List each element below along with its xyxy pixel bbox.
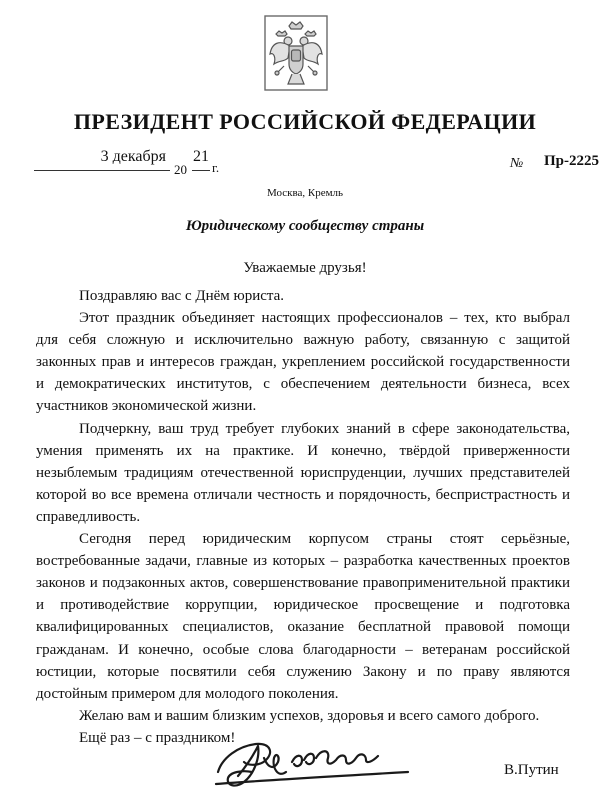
place-of-issue: Москва, Кремль: [266, 187, 344, 199]
year-mark: г.: [212, 160, 220, 175]
paragraph: Подчеркну, ваш труд требует глубоких знаний в сфере законодательства, умения применять их на практике. И конечно, твёрдой приверженности незыблемым традициям отечественной юриспруденции, лучших представителей которой во все времена отличали честность и порядочность, беспристрастность и справедливость.: [36, 420, 570, 525]
number-sign: №: [510, 156, 524, 171]
greeting: Уважаемые друзья!: [243, 260, 367, 276]
paragraph: Сегодня перед юридическим корпусом страны стоят серьёзные, востребованные задачи, главные из которых – разработка качественных проектов законов и подзаконных актов, совершенствование правоприменительной практики и противодействие коррупции, юридическое просвещение и подготовка квалифицированных специалистов, оказание бесплатной правовой помощи гражданам. И конечно, особые слова благодарности – ветеранам российской юстиции, которые посвятили себя служению Закону и по праву являются достойным примером для молодого поколения.: [36, 531, 570, 702]
signer-name: В.Путин: [504, 762, 559, 778]
handwritten-signature: [208, 728, 424, 790]
letter-body: [36, 285, 570, 749]
coat-of-arms-icon: [262, 14, 330, 92]
paragraph: Ещё раз – с праздником!: [79, 729, 236, 746]
paragraph: Поздравляю вас с Днём юриста.: [79, 288, 285, 304]
date-day-month: 3 декабря: [34, 148, 170, 171]
year-suffix: 21: [192, 148, 210, 171]
paragraph: Желаю вам и вашим близким успехов, здоровья и всего самого доброго.: [79, 707, 540, 724]
year-prefix: 20: [174, 162, 187, 177]
document-number: Пр-2225: [544, 153, 600, 169]
addressee: Юридическому сообществу страны: [185, 218, 425, 234]
date-number-row: [34, 148, 600, 180]
paragraph: Этот праздник объединяет настоящих профессионалов – тех, кто выбрал для себя сложную и исключительно важную работу, связанную с защитой законных прав и интересов граждан, укреплением российской государственности и демократических институтов, с обеспечением деятельности бизнеса, всех участников экономической жизни.: [36, 310, 570, 415]
document-title: ПРЕЗИДЕНТ РОССИЙСКОЙ ФЕДЕРАЦИИ: [73, 109, 537, 134]
